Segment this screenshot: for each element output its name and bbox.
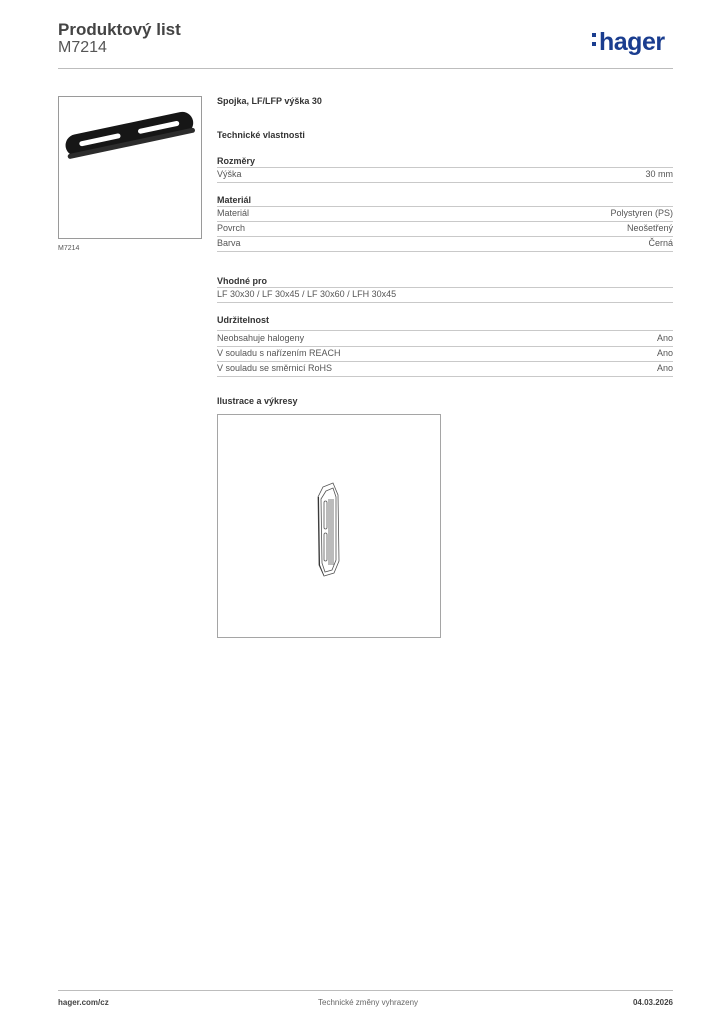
- row-value: Ano: [656, 348, 673, 358]
- table-row: [217, 207, 673, 222]
- row-value: 30 mm: [645, 169, 673, 179]
- row-value: Černá: [648, 238, 673, 248]
- section-material-title: Materiál: [217, 195, 252, 205]
- footer-date: 04.03.2026: [632, 998, 673, 1007]
- product-code: M7214: [58, 39, 107, 56]
- footer-divider: [58, 990, 673, 991]
- connector-drawing-icon: [218, 415, 440, 637]
- row-value: Ano: [656, 333, 673, 343]
- footer-notice: Technické změny vyhrazeny: [318, 998, 419, 1007]
- row-label: Neobsahuje halogeny: [217, 333, 305, 343]
- row-label: Barva: [217, 238, 241, 248]
- section-sustainability-title: Udržitelnost: [217, 315, 270, 325]
- drawings-heading: Ilustrace a výkresy: [217, 396, 298, 406]
- table-row: [217, 168, 673, 183]
- logo-text: hager: [599, 28, 665, 56]
- row-label: Výška: [217, 169, 242, 179]
- header-divider: [58, 68, 673, 69]
- section-suitable-title: Vhodné pro: [217, 276, 267, 286]
- page-title: Produktový list: [58, 20, 181, 39]
- row-value: Polystyren (PS): [610, 208, 673, 218]
- row-value: Ano: [656, 363, 673, 373]
- row-label: Materiál: [217, 208, 250, 218]
- hager-logo: [594, 28, 665, 57]
- divider: [217, 330, 673, 331]
- connector-photo-icon: [59, 97, 201, 238]
- section-dimensions-title: Rozměry: [217, 156, 256, 166]
- footer-website: hager.com/cz: [58, 998, 109, 1007]
- tech-heading: Technické vlastnosti: [217, 130, 305, 140]
- table-row: [217, 288, 673, 303]
- row-label: V souladu se směrnicí RoHS: [217, 363, 333, 373]
- table-row: [217, 347, 673, 362]
- photo-caption: M7214: [58, 245, 80, 252]
- row-label: Povrch: [217, 223, 246, 233]
- product-photo: [58, 96, 202, 239]
- product-drawing: [217, 414, 441, 638]
- table-row: [217, 237, 673, 252]
- suitable-text: LF 30x30 / LF 30x45 / LF 30x60 / LFH 30x45: [217, 289, 397, 299]
- table-row: [217, 362, 673, 377]
- row-value: Neošetřený: [626, 223, 673, 233]
- logo-dots-icon: [592, 33, 597, 51]
- row-label: V souladu s nařízením REACH: [217, 348, 341, 358]
- table-row: [217, 222, 673, 237]
- product-name: Spojka, LF/LFP výška 30: [217, 96, 322, 106]
- table-row: [217, 332, 673, 347]
